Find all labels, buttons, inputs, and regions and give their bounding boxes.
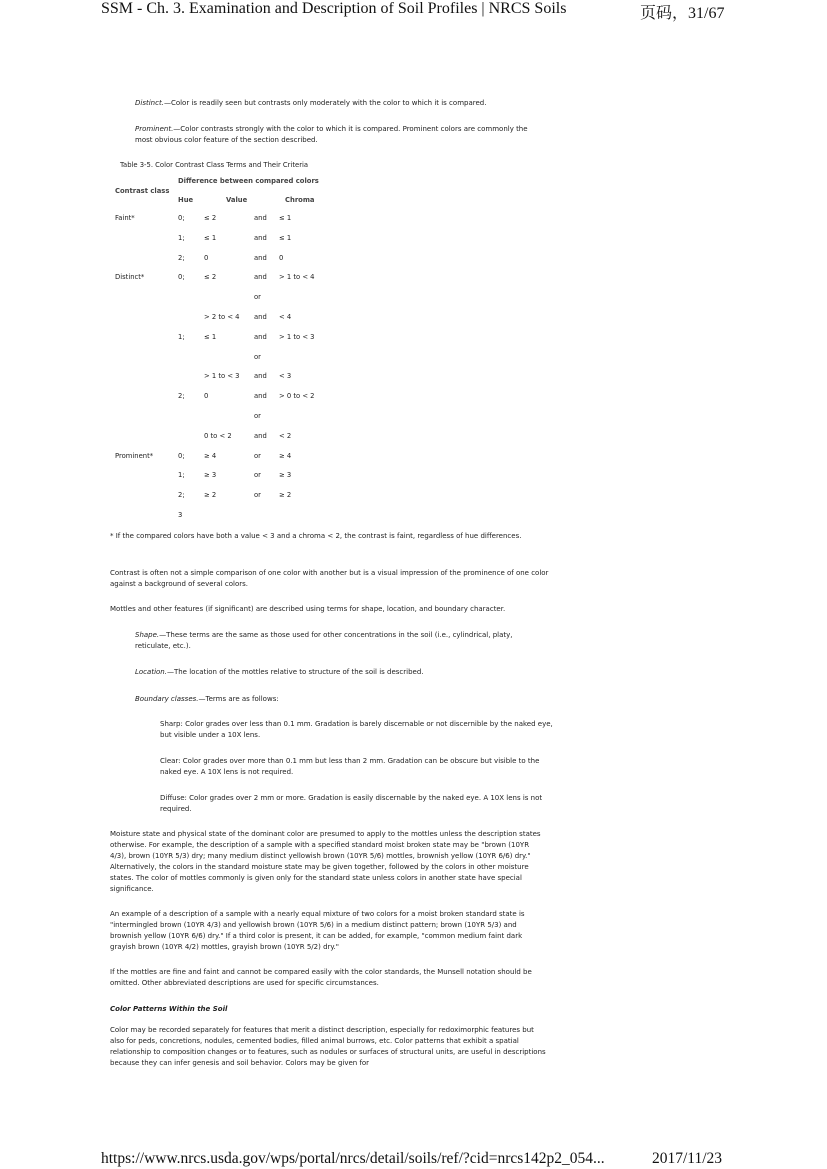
faint-mottles-paragraph: If the mottles are fine and faint and cannot be compared easily with the color standards, the Munsell notation should be omitted. Other abbreviated descriptions are used for specific circumstances. <box>110 968 532 987</box>
table-cell-chroma: > 1 to < 4 <box>279 273 315 282</box>
table-cell-conjunction: and <box>254 392 267 401</box>
shape-term: Shape. <box>135 631 160 639</box>
distinct-definition <box>135 98 545 109</box>
table-cell-hue: 1; <box>178 471 185 480</box>
table-cell-value: 0 <box>204 253 209 262</box>
table-cell-chroma: ≤ 1 <box>279 233 292 242</box>
table-cell-conjunction: or <box>254 293 261 302</box>
table-cell-value: > 2 to < 4 <box>204 313 240 321</box>
boundary-term: Boundary classes. <box>135 695 199 703</box>
table-cell-contrast-class: Distinct* <box>115 273 145 282</box>
table-cell-conjunction: or <box>254 412 261 420</box>
table-cell-chroma: > 0 to < 2 <box>279 392 315 401</box>
shape-definition <box>135 630 540 652</box>
table-cell-conjunction: and <box>254 214 267 222</box>
page-header-page-number: 页码，31/67 <box>640 5 725 22</box>
shape-text: —These terms are the same as those used for other concentrations in the soil (i.e., cylindrical, platy, reticulate, etc.). <box>135 631 513 650</box>
prominent-term: Prominent. <box>135 125 174 133</box>
clear-boundary: Clear: Color grades over more than 0.1 mm but less than 2 mm. Gradation can be obscure but visible to the naked eye. A 10X lens is not required. <box>160 757 540 776</box>
table-caption: Table 3-5. Color Contrast Class Terms and Their Criteria <box>120 161 309 169</box>
table-cell-chroma: < 4 <box>279 313 292 321</box>
contrast-paragraph: Contrast is often not a simple comparison of one color with another but is a visual impression of the prominence of one color against a background of several colors. <box>110 569 549 588</box>
table-cell-value: ≥ 4 <box>204 451 217 460</box>
table-cell-value: ≤ 2 <box>204 273 217 282</box>
table-cell-hue: 0; <box>178 451 185 460</box>
table-cell-conjunction: or <box>254 471 261 480</box>
table-cell-value: > 1 to < 3 <box>204 372 240 381</box>
table-cell-chroma: < 3 <box>279 372 292 381</box>
table-cell-value: ≥ 2 <box>204 491 217 500</box>
table-cell-conjunction: and <box>254 233 267 242</box>
location-term: Location. <box>135 668 167 676</box>
table-cell-conjunction: or <box>254 491 261 500</box>
boundary-text: —Terms are as follows: <box>198 695 279 703</box>
table-cell-value: ≤ 2 <box>204 214 217 222</box>
table-cell-hue: 1; <box>178 233 185 242</box>
prominent-definition <box>135 124 545 146</box>
table-cell-conjunction: and <box>254 372 267 381</box>
table-group-header: Difference between compared colors <box>178 177 319 185</box>
table-cell-contrast-class: Faint* <box>115 214 135 222</box>
table-header-contrast-class: Contrast class <box>115 187 170 195</box>
table-cell-chroma: > 1 to < 3 <box>279 332 315 341</box>
table-cell-chroma: ≥ 2 <box>279 491 292 500</box>
example-paragraph: An example of a description of a sample with a nearly equal mixture of two colors for a moist broken standard state is "intermingled brown (10YR 4/3) and yellowish brown (10YR 5/6) in a medium distinct pattern; brown (10YR 5/3) and brownish yellow (10YR 6/6) dry." If a third color is present, it can be added, for example, "common medium faint dark grayish brown (10YR 4/2) mottles, grayish brown (10YR 5/2) dry." <box>110 910 525 951</box>
table-cell-contrast-class: Prominent* <box>115 451 154 460</box>
table-cell-conjunction: and <box>254 273 267 282</box>
table-cell-hue: 3 <box>178 511 183 519</box>
table-cell-chroma: ≤ 1 <box>279 214 292 222</box>
table-cell-value: ≥ 3 <box>204 471 217 480</box>
table-cell-conjunction: and <box>254 313 267 321</box>
table-header-chroma: Chroma <box>285 196 315 204</box>
table-footnote: * If the compared colors have both a value < 3 and a chroma < 2, the contrast is faint, regardless of hue differences. <box>110 532 522 540</box>
table-cell-hue: 2; <box>178 253 185 262</box>
page-header-title: SSM - Ch. 3. Examination and Description of Soil Profiles | NRCS Soils <box>101 0 567 17</box>
table-cell-conjunction: and <box>254 253 267 262</box>
boundary-definition <box>135 694 545 705</box>
table-cell-hue: 2; <box>178 491 185 500</box>
table-cell-hue: 0; <box>178 273 185 282</box>
table-header-hue: Hue <box>178 196 194 204</box>
table-cell-chroma: < 2 <box>279 431 292 440</box>
table-cell-conjunction: and <box>254 431 267 440</box>
table-cell-value: ≤ 1 <box>204 332 217 341</box>
section-heading: Color Patterns Within the Soil <box>110 1005 228 1013</box>
table-cell-chroma: ≥ 3 <box>279 471 292 480</box>
table-cell-chroma: ≥ 4 <box>279 451 292 460</box>
color-patterns-paragraph: Color may be recorded separately for features that merit a distinct description, especially for redoximorphic features but also for peds, concretions, nodules, cemented bodies, filled animal burrows, etc. Color patterns that exhibit a spatial relationship to composition changes or to features, such as nodules or surfaces of structural units, are useful in descriptions because they can infer genesis and soil behavior. Colors may be given for <box>110 1026 546 1067</box>
sharp-boundary: Sharp: Color grades over less than 0.1 mm. Gradation is barely discernable or not discernible by the naked eye, but visible under a 10X lens. <box>160 720 553 739</box>
table-cell-value: 0 to < 2 <box>204 431 232 440</box>
location-definition <box>135 667 545 678</box>
diffuse-boundary: Diffuse: Color grades over 2 mm or more. Gradation is easily discernable by the naked eye. A 10X lens is not required. <box>160 794 543 813</box>
table-cell-hue: 0; <box>178 214 185 222</box>
mottles-paragraph: Mottles and other features (if significant) are described using terms for shape, location, and boundary character. <box>110 605 506 613</box>
table-cell-hue: 1; <box>178 332 185 341</box>
table-header-value: Value <box>226 196 248 204</box>
distinct-text: —Color is readily seen but contrasts only moderately with the color to which it is compared. <box>163 99 487 107</box>
page-footer-date: 2017/11/23 <box>652 1150 723 1167</box>
table-cell-value: 0 <box>204 392 209 401</box>
table-cell-conjunction: or <box>254 451 261 460</box>
table-cell-value: ≤ 1 <box>204 233 217 242</box>
table-cell-conjunction: or <box>254 352 261 361</box>
distinct-term: Distinct. <box>135 99 164 107</box>
location-text: —The location of the mottles relative to structure of the soil is described. <box>166 668 424 676</box>
page-footer-url: https://www.nrcs.usda.gov/wps/portal/nrcs/detail/soils/ref/?cid=nrcs142p2_054... <box>101 1150 605 1167</box>
prominent-text: —Color contrasts strongly with the color to which it is compared. Prominent colors are commonly the most obvious color feature of the section described. <box>135 125 528 144</box>
table-cell-hue: 2; <box>178 392 185 401</box>
moisture-paragraph: Moisture state and physical state of the dominant color are presumed to apply to the mottles unless the description states otherwise. For example, the description of a sample with a specified standard moist broken state may be "brown (10YR 4/3), brown (10YR 5/3) dry; many medium distinct yellowish brown (10YR 5/6) mottles, brownish yellow (10YR 6/6) dry." Alternatively, the colors in the standard moisture state may be given together, followed by the colors in other moisture states. The color of mottles commonly is given only for the standard state unless colors in another state have special significance. <box>110 830 541 893</box>
table-cell-chroma: 0 <box>279 253 284 262</box>
table-cell-conjunction: and <box>254 332 267 341</box>
